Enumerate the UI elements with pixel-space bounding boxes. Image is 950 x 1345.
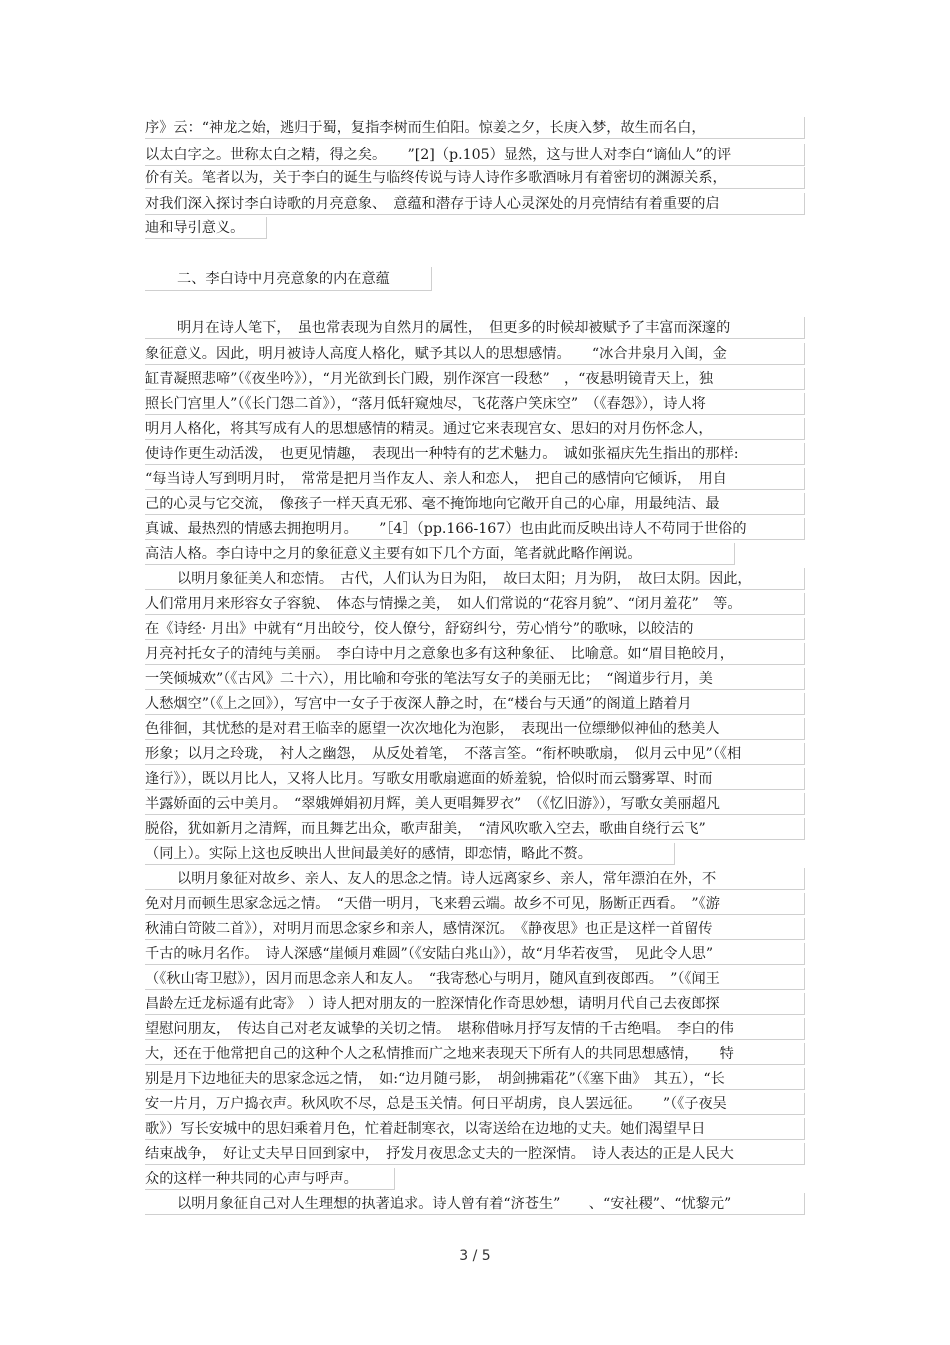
text-line: 大，还在于他常把自己的这种个人之私情推而广之地来表现天下所有人的共同思想感情， 特 <box>145 1043 805 1065</box>
text-line: 迪和导引意义。 <box>145 217 267 239</box>
text-line: 月亮衬托女子的清纯与美丽。 李白诗中月之意象也多有这种象征、 比喻意。如“眉目艳皎月， <box>145 643 805 665</box>
text-line: 歌》）写长安城中的思妇乘着月色，忙着赶制寒衣，以寄送给在边地的丈夫。她们渴望早日 <box>145 1118 805 1140</box>
text-line: 脱俗，犹如新月之清辉，而且舞艺出众，歌声甜美， “清风吹歌入空去，歌曲自绕行云飞” <box>145 818 805 840</box>
section-heading: 二、李白诗中月亮意象的内在意蕴 <box>145 267 432 291</box>
text-line: 半露娇面的云中美月。 “翠娥婵娟初月辉，美人更唱舞罗衣” （《忆旧游》），写歌女美丽超凡 <box>145 793 805 815</box>
text-line: 千古的咏月名作。 诗人深感“崖倾月难圆”（《安陆白兆山》），故“月华若夜雪， 见此令人思” <box>145 943 805 965</box>
text-line: 结束战争， 好让丈夫早日回到家中， 抒发月夜思念丈夫的一腔深情。 诗人表达的正是人民大 <box>145 1143 805 1165</box>
text-line: 昌龄左迁龙标遥有此寄》 ）诗人把对朋友的一腔深情化作奇思妙想，请明月代自己去夜郎探 <box>145 993 805 1015</box>
text-line: 别是月下边地征夫的思家念远之情， 如:“边月随弓影， 胡剑拂霜花”（《塞下曲》 其五），“长 <box>145 1068 805 1090</box>
text-line: 序》云：“神龙之始，逃归于蜀，复指李树而生伯阳。惊姜之夕，长庚入梦，故生而名白， <box>145 117 805 139</box>
text-line: 高洁人格。李白诗中之月的象征意义主要有如下几个方面，笔者就此略作阐说。 <box>145 543 735 565</box>
text-line: 明月在诗人笔下， 虽也常表现为自然月的属性， 但更多的时候却被赋予了丰富而深邃的 <box>145 317 805 339</box>
page-number: 3 / 5 <box>459 1248 491 1264</box>
text-line: 在《诗经· 月出》中就有“月出皎兮，佼人僚兮，舒窈纠兮，劳心悄兮”的歌咏，以皎洁的 <box>145 618 805 640</box>
text-line: 对我们深入探讨李白诗歌的月亮意象、 意蕴和潜存于诗人心灵深处的月亮情结有着重要的启 <box>145 193 805 215</box>
text-line: 逢行》），既以月比人，又将人比月。写歌女用歌扇遮面的娇羞貌，恰似时而云翳雾罩、时而 <box>145 768 805 790</box>
text-line: 以明月象征自己对人生理想的执著追求。诗人曾有着“济苍生” 、“安社稷”、“忧黎元” <box>145 1193 805 1215</box>
text-line: 免对月而顿生思家念远之情。 “天借一明月，飞来碧云端。故乡不可见，肠断正西看。 ”《游 <box>145 893 805 915</box>
text-line: 秋浦白笴陂二首》），对明月而思念家乡和亲人，感情深沉。 《静夜思》也正是这样一首留传 <box>145 918 805 940</box>
text-line: 安一片月，万户捣衣声。秋风吹不尽，总是玉关情。何日平胡虏，良人罢远征。 ”（《子夜吴 <box>145 1093 805 1115</box>
text-line: 人们常用月来形容女子容貌、 体态与情操之美， 如人们常说的“花容月貌”、“闭月羞花” 等。 <box>145 593 805 615</box>
text-line: 众的这样一种共同的心声与呼声。 <box>145 1168 395 1190</box>
text-line: 象征意义。因此，明月被诗人高度人格化，赋予其以人的思想感情。 “冰合井泉月入闺，金 <box>145 343 805 365</box>
text-line: 以明月象征对故乡、亲人、友人的思念之情。诗人远离家乡、亲人，常年漂泊在外，不 <box>145 868 805 890</box>
text-line: 照长门宫里人”（《长门怨二首》），“落月低轩窥烛尽，飞花落户笑床空” （《春怨》），诗人将 <box>145 393 805 415</box>
text-line: 形象；以月之玲珑， 衬人之幽怨， 从反处着笔， 不落言筌。“衔杯映歌扇， 似月云中见”（《相 <box>145 743 805 765</box>
text-line: 一笑倾城欢”（《古风》二十六），用比喻和夸张的笔法写女子的美丽无比； “阁道步行月，美 <box>145 668 805 690</box>
text-line: 色徘徊，其忧愁的是对君王临幸的愿望一次次地化为泡影， 表现出一位缥缈似神仙的愁美人 <box>145 718 805 740</box>
text-line: 使诗作更生动活泼， 也更见情趣， 表现出一种特有的艺术魅力。 诚如张福庆先生指出的那样: <box>145 443 805 465</box>
text-line: 明月人格化，将其写成有人的思想感情的精灵。通过它来表现宫女、思妇的对月伤怀念人， <box>145 418 805 440</box>
text-line: 望慰问朋友， 传达自己对老友诚挚的关切之情。 堪称借咏月抒写友情的千古绝唱。 李白的伟 <box>145 1018 805 1040</box>
text-line: 真诚、最热烈的情感去拥抱明月。 ”［4］（pp.166-167）也由此而反映出诗人不苟同于世俗的 <box>145 518 805 540</box>
text-line: 以明月象征美人和恋情。 古代，人们认为日为阳， 故曰太阳；月为阴， 故曰太阴。因此， <box>145 568 805 590</box>
text-line: （《秋山寄卫慰》），因月而思念亲人和友人。 “我寄愁心与明月，随风直到夜郎西。 ”（《闻王 <box>145 968 805 990</box>
text-line: 人愁烟空”（《上之回》），写宫中一女子于夜深人静之时，在“楼台与天通”的阁道上踏着月 <box>145 693 805 715</box>
text-line: （同上）。实际上这也反映出人世间最美好的感情，即恋情，略此不赘。 <box>145 843 675 865</box>
text-line: “每当诗人写到明月时， 常常是把月当作友人、亲人和恋人， 把自己的感情向它倾诉， 用自 <box>145 468 805 490</box>
text-line: 价有关。笔者以为，关于李白的诞生与临终传说与诗人诗作多歌酒咏月有着密切的渊源关系， <box>145 167 805 189</box>
text-line: 以太白字之。世称太白之精，得之矣。 ”[2]（p.105）显然，这与世人对李白“谪仙人”的评 <box>145 144 805 166</box>
text-line: 缸青凝照悲啼”（《夜坐吟》），“月光欲到长门殿，别作深宫一段愁” ，“夜悬明镜青天上，独 <box>145 368 805 390</box>
text-line: 己的心灵与它交流， 像孩子一样天真无邪、毫不掩饰地向它敞开自己的心扉，用最纯洁、最 <box>145 493 805 515</box>
